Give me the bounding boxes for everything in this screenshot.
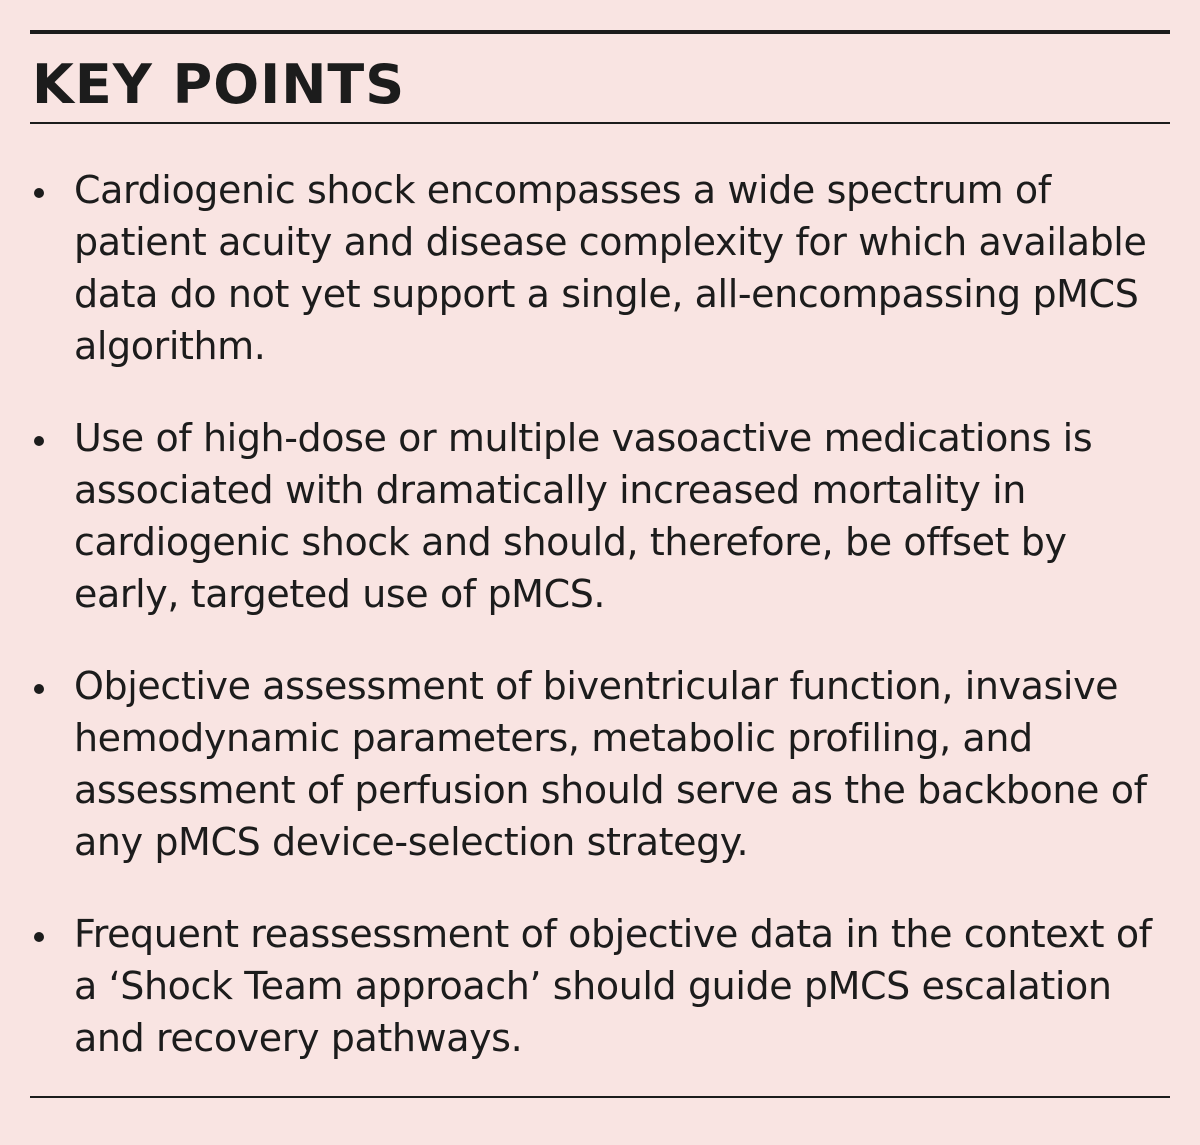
bullet-icon — [34, 932, 44, 942]
heading-rule — [30, 122, 1170, 124]
top-rule — [30, 30, 1170, 34]
key-points-list — [30, 164, 1170, 1104]
key-point-item — [30, 412, 1170, 620]
key-point-text: Cardiogenic shock encompasses a wide spectrum of patient acuity and disease complexity for which available data do not yet support a single, all-encompassing pMCS algorithm. — [74, 168, 1147, 368]
key-point-text: Frequent reassessment of objective data in the context of a ‘Shock Team approach’ should guide pMCS escalation and recovery pathways. — [74, 912, 1152, 1060]
key-point-text: Use of high-dose or multiple vasoactive medications is associated with dramatically increased mortality in cardiogenic shock and should, therefore, be offset by early, targeted use of pMCS. — [74, 416, 1093, 616]
bullet-icon — [34, 684, 44, 694]
key-point-item — [30, 660, 1170, 868]
bullet-icon — [34, 188, 44, 198]
bottom-rule — [30, 1096, 1170, 1098]
key-points-heading: KEY POINTS — [32, 53, 406, 116]
key-points-box — [30, 30, 1170, 1100]
bullet-icon — [34, 436, 44, 446]
key-point-item — [30, 164, 1170, 372]
key-point-text: Objective assessment of biventricular function, invasive hemodynamic parameters, metabolic profiling, and assessment of perfusion should serve as the backbone of any pMCS device-selection strategy. — [74, 664, 1147, 864]
key-point-item — [30, 908, 1170, 1064]
